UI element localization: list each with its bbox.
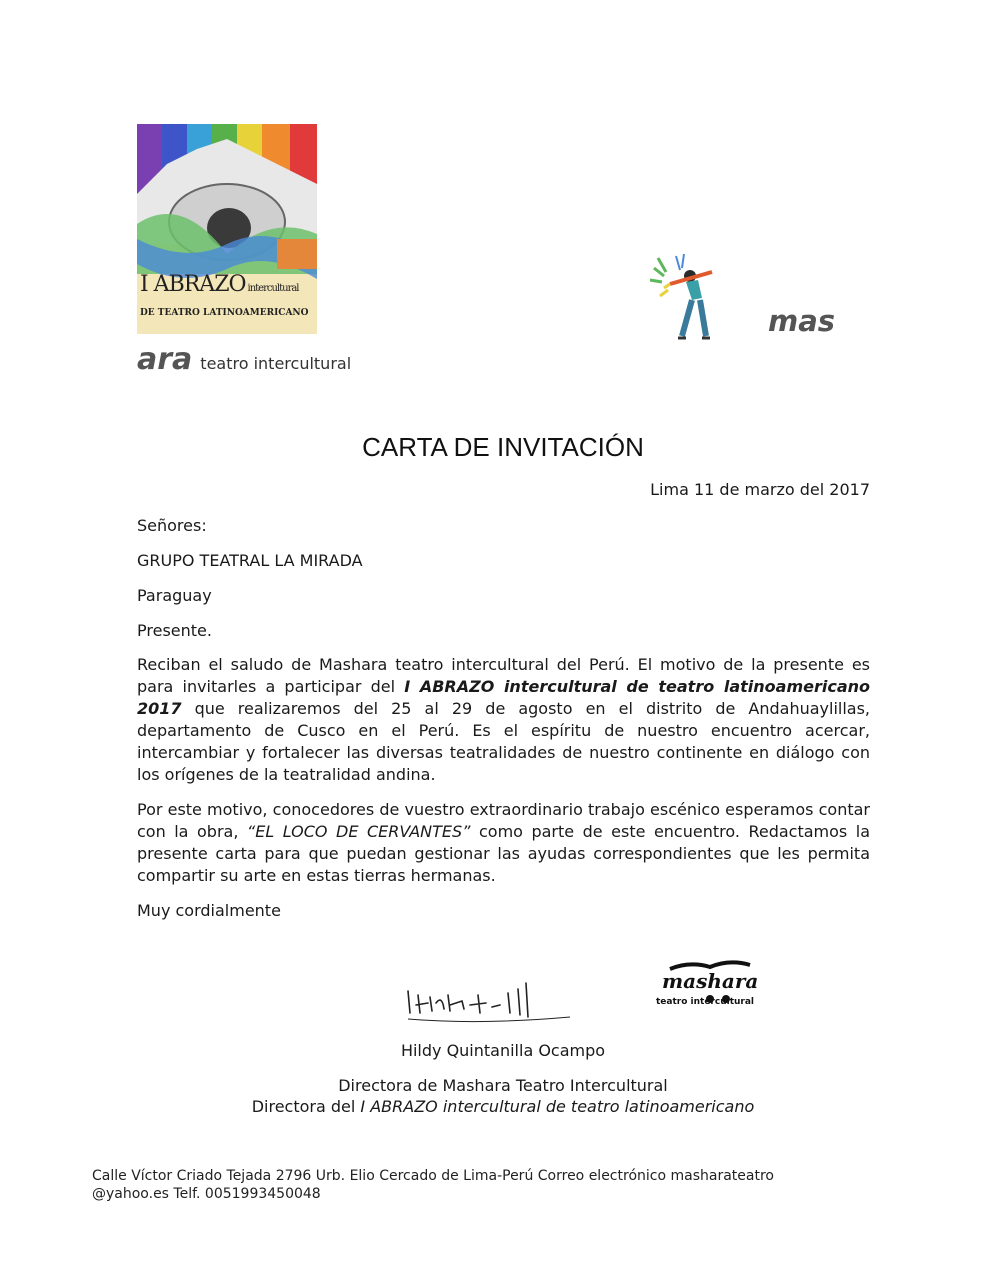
letter-title: CARTA DE INVITACIÓN	[362, 432, 644, 462]
signer-role-2: Directora del I ABRAZO intercultural de teatro latinoamericano	[251, 1097, 755, 1116]
addressee-country: Paraguay	[137, 586, 212, 605]
brand-mas: mas	[768, 304, 836, 338]
footer-address: Calle Víctor Criado Tejada 2796 Urb. Elio Cercado de Lima-Perú Correo electrónico masharateatro	[92, 1168, 774, 1184]
logo-line1-suffix: intercultural	[247, 283, 299, 294]
festival-logo-text-1	[140, 272, 299, 297]
closing: Muy cordialmente	[137, 901, 281, 920]
addressee: GRUPO TEATRAL LA MIRADA	[137, 551, 363, 570]
festival-logo	[137, 124, 317, 334]
presente-line: Presente.	[137, 621, 212, 640]
paragraph-request: Por este motivo, conocedores de vuestro extraordinario trabajo escénico esperamos contar con la obra, “EL LOCO DE CERVANTES” como parte de este encuentro. Redactamos la presente carta para que puedan gestionar las ayudas correspondientes que les permita compartir su arte en estas tierras hermanas.	[137, 800, 871, 885]
letter-date: Lima 11 de marzo del 2017	[650, 480, 870, 499]
brand-line	[137, 342, 351, 377]
brand-subtitle: teatro intercultural	[200, 354, 352, 373]
salutation: Señores:	[137, 516, 207, 535]
play-title: “EL LOCO DE CERVANTES”	[246, 822, 471, 841]
stamp-subtitle: teatro intercultural	[656, 997, 755, 1007]
paragraph-invitation: Reciban el saludo de Mashara teatro intercultural del Perú. El motivo de la presente es para invitarles a participar del I ABRAZO intercultural de teatro latinoamericano 2017 que realizaremos del 25 al 29 de agosto en el distrito de Andahuaylillas, departamento de Cusco en el Perú. Es el espíritu de nuestro encuentro acercar, intercambiar y fortalecer las diversas teatralidades de nuestro continente en diálogo con los orígenes de la teatralidad andina.	[137, 655, 871, 784]
brand-ara: ara	[137, 342, 193, 377]
logo-line1: I ABRAZO	[140, 272, 246, 297]
mashara-stamp-logo	[650, 955, 790, 1015]
signer-role-1: Directora de Mashara Teatro Intercultural	[338, 1076, 668, 1095]
handwritten-signature	[400, 965, 590, 1035]
festival-name: I ABRAZO intercultural de teatro latinoamericano 2017	[137, 677, 871, 718]
footer-phone: @yahoo.es Telf. 0051993450048	[92, 1186, 321, 1202]
stamp-name: mashara	[662, 969, 759, 993]
dancer-illustration	[640, 250, 724, 344]
footer-contact	[92, 1167, 852, 1203]
logo-line2: DE TEATRO LATINOAMERICANO	[140, 308, 309, 318]
signer-name: Hildy Quintanilla Ocampo	[400, 1041, 606, 1060]
